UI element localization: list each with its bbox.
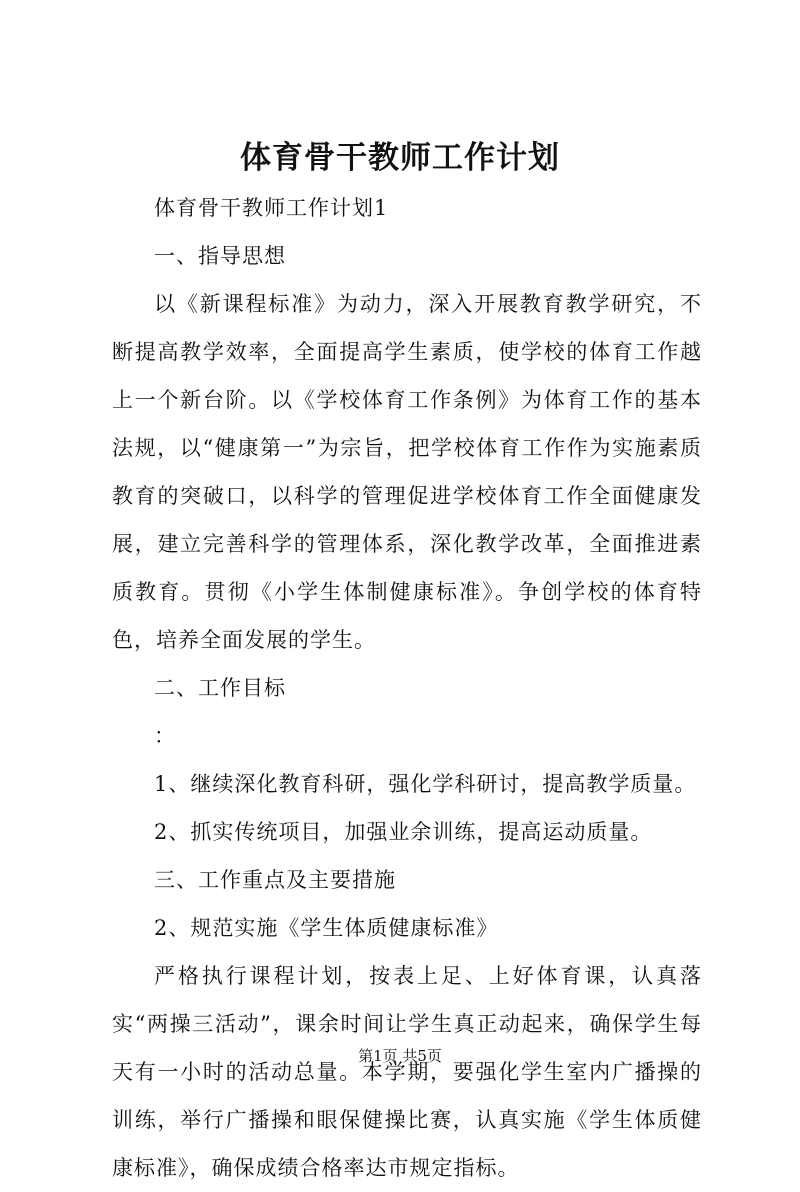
section-heading-key-measures: 三、工作重点及主要措施 [154,868,396,892]
page-title: 体育骨干教师工作计划 [240,140,560,176]
list-item: 1、继续深化教育科研，强化学科研讨，提高教学质量。 [154,772,697,796]
subtitle-paragraph: 体育骨干教师工作计划1 [154,196,389,220]
section-heading-guiding-thought: 一、指导思想 [154,244,286,268]
body-paragraph: 以《新课程标准》为动力，深入开展教育教学研究，不断提高教学效率，全面提高学生素质，使学校的体育工作越上一个新台阶。以《学校体育工作条例》为体育工作的基本法规，以“健康第一”为宗旨，把学校体育工作作为实施素质教育的突破口，以科学的管理促进学校体育工作全面健康发展，建立完善科学的管理体系，深化教学改革，全面推进素质教育。贯彻《小学生体制健康标准》。争创学校的体育特色，培养全面发展的学生。 [112,292,702,652]
page-number-footer: 第1页 共5页 [358,1047,442,1065]
list-item: 2、抓实传统项目，加强业余训练，提高运动质量。 [154,820,653,844]
section-heading-work-goals: 二、工作目标 [154,676,286,700]
body-paragraph: 严格执行课程计划，按表上足、上好体育课，认真落实“两操三活动”，课余时间让学生真正动起来，确保学生每天有一小时的活动总量。本学期，要强化学生室内广播操的训练，举行广播操和眼保健操比赛，认真实施《学生体质健康标准》，确保成绩合格率达市规定指标。 [112,964,702,1180]
document-body [112,184,702,1192]
subsection-heading: 2、规范实施《学生体质健康标准》 [154,916,499,940]
colon-line: ： [154,724,176,748]
